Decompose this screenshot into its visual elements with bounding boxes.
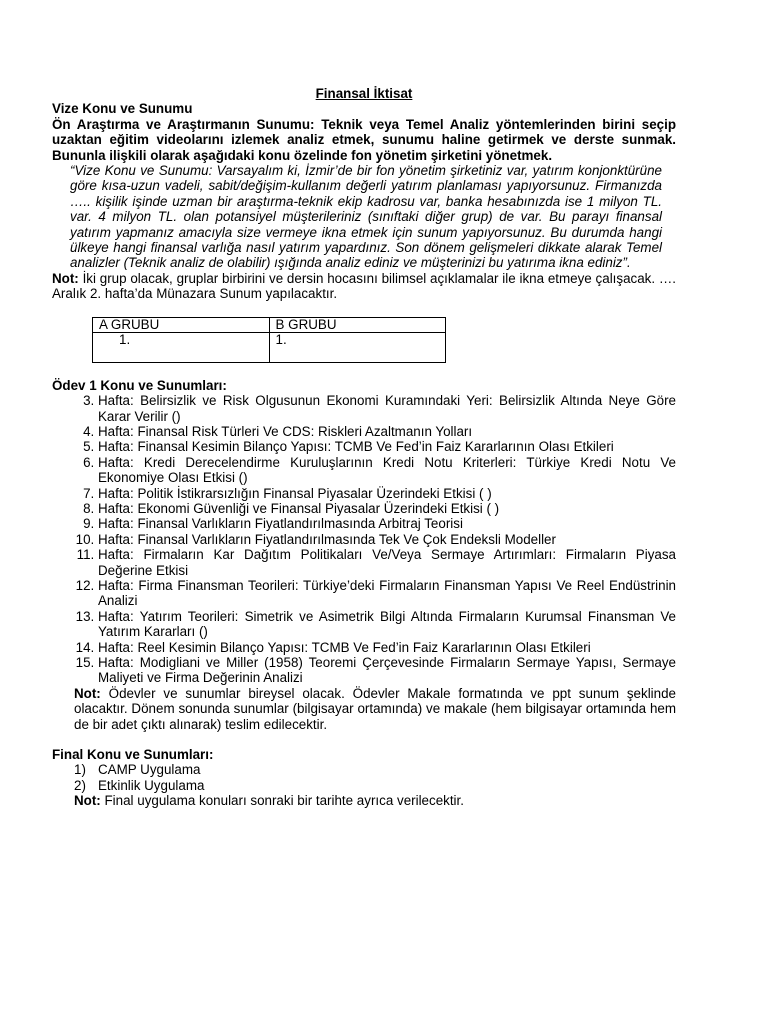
list-item: 7. Hafta: Politik İstikrarsızlığın Finansal Piyasalar Üzerindeki Etkisi ( ) xyxy=(98,486,676,501)
odev-note xyxy=(74,686,676,732)
list-item xyxy=(52,762,676,777)
vize-intro: Ön Araştırma ve Araştırmanın Sunumu: Teknik veya Temel Analiz yöntemlerinden birini seçip uzaktan eğitim videolarını izlemek analiz etmek, sunumu haline getirmek ve derste sunmak. Bununla ilişkili olarak aşağıdaki konu özelinde fon yönetim şirketini yönetmek. xyxy=(52,116,676,163)
final-item-number: 1) xyxy=(74,762,86,778)
document-title: Finansal İktisat xyxy=(315,86,413,101)
odev-weekly-list xyxy=(52,393,676,686)
group-a-member: 1. xyxy=(119,331,131,347)
list-item: 3. Hafta: Belirsizlik ve Risk Olgusunun Ekonomi Kuramındaki Yeri: Belirsizlik Altında Neye Göre Karar Verilir () xyxy=(98,393,676,424)
group-b-cell xyxy=(269,332,446,362)
groups-table-header-row xyxy=(93,317,446,332)
final-item-number: 2) xyxy=(74,777,86,793)
list-item: 8. Hafta: Ekonomi Güvenliği ve Finansal Piyasalar Üzerindeki Etkisi ( ) xyxy=(98,501,676,516)
list-item: 12. Hafta: Firma Finansman Teorileri: Türkiye’deki Firmaların Finansman Yapısı Ve Reel Endüstrinin Analizi xyxy=(98,578,676,609)
final-note-label: Not: xyxy=(74,793,101,809)
vize-note-text: İki grup olacak, gruplar birbirini ve dersin hocasını bilimsel açıklamalar ile ikna etmeye çalışacak. …. Aralık 2. hafta’da Münazara Sunum yapılacaktır. xyxy=(52,270,676,302)
list-item xyxy=(52,778,676,793)
list-item: 15. Hafta: Modigliani ve Miller (1958) Teoremi Çerçevesinde Firmaların Sermaye Yapısı, Sermaye Maliyeti ve Firma Değerinin Analizi xyxy=(98,655,676,686)
list-item: 10. Hafta: Finansal Varlıkların Fiyatlandırılmasında Tek Ve Çok Endeksli Modeller xyxy=(98,532,676,547)
final-item-text: Etkinlik Uygulama xyxy=(98,777,205,793)
final-list xyxy=(52,762,676,793)
final-note xyxy=(74,793,676,808)
final-note-text: Final uygulama konuları sonraki bir tarihte ayrıca verilecektir. xyxy=(100,793,464,809)
list-item: 6. Hafta: Kredi Derecelendirme Kuruluşlarının Kredi Notu Kriterleri: Türkiye Kredi Notu Ve Ekonomiye Olası Etkisi () xyxy=(98,455,676,486)
odev-note-label: Not: xyxy=(74,685,101,701)
group-b-member: 1. xyxy=(275,331,287,347)
document-page xyxy=(52,86,676,809)
groups-table xyxy=(92,317,446,363)
list-item: 5. Hafta: Finansal Kesimin Bilanço Yapısı: TCMB Ve Fed’in Faiz Kararlarının Olası Etkileri xyxy=(98,439,676,454)
vize-heading: Vize Konu ve Sunumu xyxy=(52,101,193,117)
groups-table-row xyxy=(93,332,446,362)
list-item: 9. Hafta: Finansal Varlıkların Fiyatlandırılmasında Arbitraj Teorisi xyxy=(98,516,676,531)
group-b-header: B GRUBU xyxy=(269,317,446,332)
list-item: 13. Hafta: Yatırım Teorileri: Simetrik ve Asimetrik Bilgi Altında Firmaların Kurumsal Finansman Ve Yatırım Kararları () xyxy=(98,609,676,640)
final-item-text: CAMP Uygulama xyxy=(98,762,201,778)
vize-note xyxy=(52,271,676,302)
group-a-header: A GRUBU xyxy=(93,317,270,332)
odev-heading: Ödev 1 Konu ve Sunumları: xyxy=(52,377,227,393)
list-item: 11. Hafta: Firmaların Kar Dağıtım Politikaları Ve/Veya Sermaye Artırımları: Firmaların Piyasa Değerine Etkisi xyxy=(98,547,676,578)
group-a-cell xyxy=(93,332,270,362)
odev-note-text: Ödevler ve sunumlar bireysel olacak. Ödevler Makale formatında ve ppt sunum şeklinde olacaktır. Dönem sonunda sunumlar (bilgisayar ortamında) ve makale (hem bilgisayar ortamında hem de bir adet çıktı alınarak) teslim edilecektir. xyxy=(74,685,676,732)
vize-note-label: Not: xyxy=(52,270,79,286)
list-item: 4. Hafta: Finansal Risk Türleri Ve CDS: Riskleri Azaltmanın Yolları xyxy=(98,424,676,439)
list-item: 14. Hafta: Reel Kesimin Bilanço Yapısı: TCMB Ve Fed’in Faiz Kararlarının Olası Etkileri xyxy=(98,640,676,655)
vize-scenario-quote: “Vize Konu ve Sunumu: Varsayalım ki, İzmir’de bir fon yönetim şirketiniz var, yatırım konjonktürüne göre kısa-uzun vadeli, sabit/değişim-kullanım değerli yatırım planlaması yapıyorsunuz. Firmanızda ….. kişilik işinde uzman bir araştırma-teknik ekip kadrosu var, banka hesabınızda ise 1 milyon TL. var. 4 milyon TL. olan potansiyel müşterileriniz (sınıftaki diğer grup) de var. Bu parayı finansal yatırım yapmanız amacıyla size vermeye ikna etmek için sunum yapıyorsunuz. Bu durumda hangi ülkeye hangi finansal varlığa nasıl yatırım yapardınız. Son dönem gelişmeleri dikkate alarak Temel analizler (Teknik analiz de olabilir) ışığında analiz ediniz ve müşterinizi bu yatırıma ikna ediniz”. xyxy=(70,163,662,271)
final-heading: Final Konu ve Sunumları: xyxy=(52,747,214,763)
